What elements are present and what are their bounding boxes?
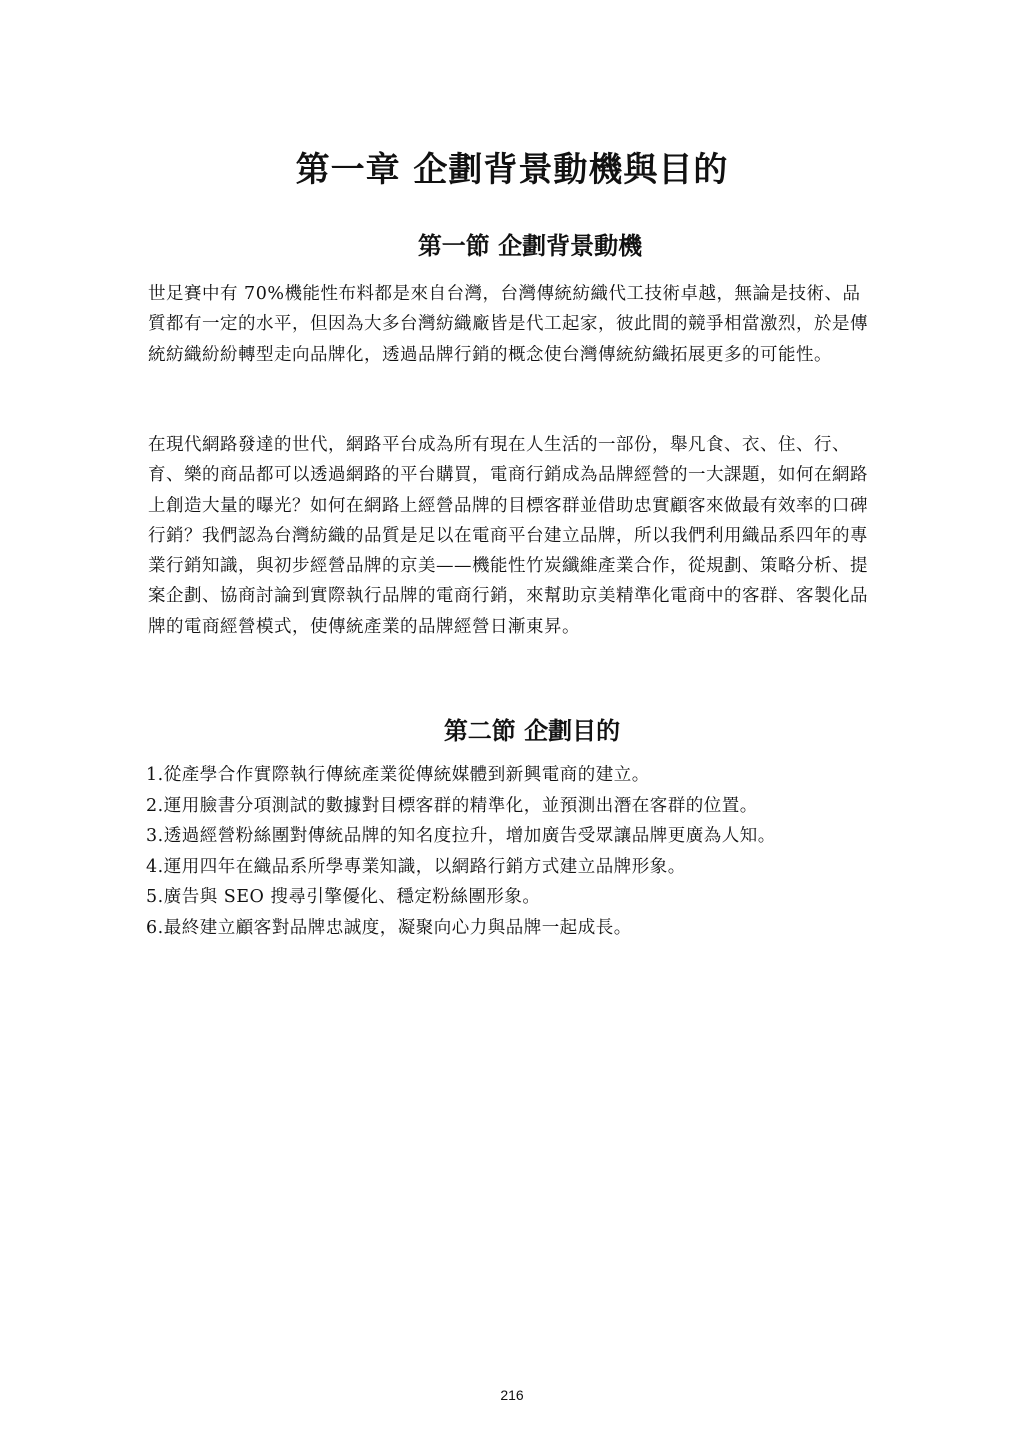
list-item: 5.廣告與 SEO 搜尋引擎優化、穩定粉絲團形象。 [146, 887, 541, 907]
section-2-title: 第二節 企劃目的 [443, 717, 621, 745]
page-number: 216 [500, 1387, 524, 1403]
list-item: 4.運用四年在織品系所學專業知識，以網路行銷方式建立品牌形象。 [146, 856, 686, 877]
objectives-list [146, 760, 886, 943]
section-1-paragraph-2: 在現代網路發達的世代，網路平台成為所有現在人生活的一部份，舉凡食、衣、住、行、育、樂的商品都可以透過網路的平台購買，電商行銷成為品牌經營的一大課題，如何在網路上創造大量的曝光？如何在網路上經營品牌的目標客群並借助忠實顧客來做最有效率的口碑行銷？我們認為台灣紡織的品質是足以在電商平台建立品牌，所以我們利用織品系四年的專業行銷知識，與初步經營品牌的京美——機能性竹炭纖維產業合作，從規劃、策略分析、提案企劃、協商討論到實際執行品牌的電商行銷，來幫助京美精準化電商中的客群、客製化品牌的電商經營模式，使傳統產業的品牌經營日漸東昇。 [148, 435, 868, 637]
section-1-paragraph-1: 世足賽中有 70%機能性布料都是來自台灣，台灣傳統紡織代工技術卓越，無論是技術、品質都有一定的水平，但因為大多台灣紡織廠皆是代工起家，彼此間的競爭相當激烈，於是傳統紡織紛紛轉型走向品牌化，透過品牌行銷的概念使台灣傳統紡織拓展更多的可能性。 [148, 284, 868, 365]
list-item: 6.最終建立顧客對品牌忠誠度，凝聚向心力與品牌一起成長。 [146, 917, 632, 938]
chapter-title: 第一章 企劃背景動機與目的 [295, 150, 729, 190]
list-item: 2.運用臉書分項測試的數據對目標客群的精準化，並預測出潛在客群的位置。 [146, 795, 758, 816]
section-1-title: 第一節 企劃背景動機 [417, 232, 643, 260]
list-item: 1.從產學合作實際執行傳統產業從傳統媒體到新興電商的建立。 [146, 765, 650, 785]
list-item: 3.透過經營粉絲團對傳統品牌的知名度拉升，增加廣告受眾讓品牌更廣為人知。 [146, 826, 776, 846]
